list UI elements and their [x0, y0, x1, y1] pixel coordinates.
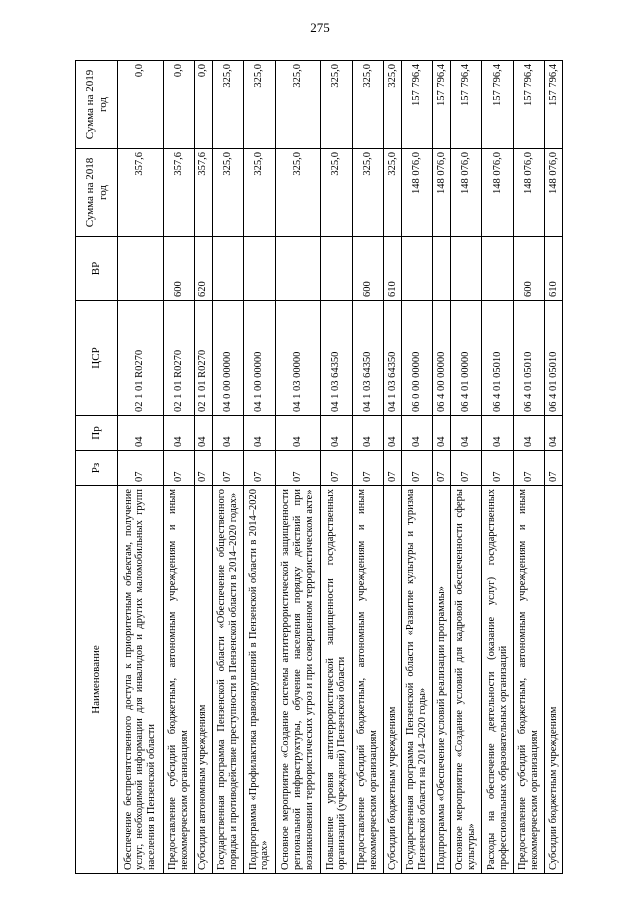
- cell-vr: [244, 237, 276, 301]
- cell-csr: 06 0 00 00000: [401, 301, 433, 416]
- cell-sum-2018: 148 076,0: [482, 149, 514, 237]
- cell-rz: 07: [513, 451, 545, 486]
- cell-csr: 06 4 01 05010: [545, 301, 563, 416]
- cell-sum-2018: 325,0: [321, 149, 353, 237]
- cell-csr: 06 4 01 00000: [450, 301, 482, 416]
- cell-rz: 07: [401, 451, 433, 486]
- header-name: Наименование: [76, 486, 118, 874]
- cell-csr: 02 1 01 R0270: [118, 301, 164, 416]
- cell-name: Предоставление субсидий бюджетным, автономным учреждениям и иным некоммерческим организациям: [513, 486, 545, 874]
- cell-rz: 07: [275, 451, 321, 486]
- cell-pr: 04: [384, 416, 402, 451]
- cell-csr: 06 4 01 05010: [513, 301, 545, 416]
- table-row: [244, 61, 276, 874]
- cell-rz: 07: [244, 451, 276, 486]
- cell-csr: 04 1 03 00000: [275, 301, 321, 416]
- header-vr: ВР: [76, 237, 118, 301]
- cell-sum-2019: 325,0: [212, 61, 244, 149]
- cell-pr: 04: [401, 416, 433, 451]
- table-row: [212, 61, 244, 874]
- cell-csr: 02 1 01 R0270: [163, 301, 195, 416]
- cell-pr: 04: [545, 416, 563, 451]
- cell-vr: [321, 237, 353, 301]
- cell-sum-2018: 148 076,0: [433, 149, 451, 237]
- cell-name: Субсидии автономным учреждениям: [195, 486, 213, 874]
- cell-name: Основное мероприятие «Создание условий для кадровой обеспеченности сферы культуры»: [450, 486, 482, 874]
- cell-sum-2018: 148 076,0: [450, 149, 482, 237]
- cell-sum-2018: 357,6: [118, 149, 164, 237]
- table-row: [513, 61, 545, 874]
- table-header-row: [76, 61, 118, 874]
- header-csr: ЦСР: [76, 301, 118, 416]
- cell-vr: 600: [513, 237, 545, 301]
- cell-rz: 07: [163, 451, 195, 486]
- table-row: [163, 61, 195, 874]
- cell-rz: 07: [118, 451, 164, 486]
- cell-sum-2019: 0,0: [118, 61, 164, 149]
- cell-sum-2019: 0,0: [163, 61, 195, 149]
- cell-sum-2018: 148 076,0: [545, 149, 563, 237]
- cell-rz: 07: [545, 451, 563, 486]
- cell-name: Подпрограмма «Обеспечение условий реализации программы»: [433, 486, 451, 874]
- table-row: [352, 61, 384, 874]
- cell-csr: 04 1 03 64350: [384, 301, 402, 416]
- cell-pr: 04: [275, 416, 321, 451]
- cell-pr: 04: [482, 416, 514, 451]
- table-row: [482, 61, 514, 874]
- cell-pr: 04: [513, 416, 545, 451]
- cell-sum-2019: 325,0: [275, 61, 321, 149]
- cell-vr: [482, 237, 514, 301]
- table-row: [118, 61, 164, 874]
- cell-sum-2018: 357,6: [195, 149, 213, 237]
- cell-name: Предоставление субсидий бюджетным, автономным учреждениям и иным некоммерческим организациям: [163, 486, 195, 874]
- cell-sum-2018: 325,0: [244, 149, 276, 237]
- cell-vr: 610: [545, 237, 563, 301]
- rotated-page-content: [75, 61, 563, 874]
- cell-sum-2018: 148 076,0: [513, 149, 545, 237]
- cell-sum-2019: 157 796,4: [450, 61, 482, 149]
- cell-name: Основное мероприятие «Создание системы антитеррористической защищенности региональной инфраструктуры, обучение населения порядку действий при возникновении террористических угроз и при совершенном террористическом акте»: [275, 486, 321, 874]
- cell-rz: 07: [195, 451, 213, 486]
- cell-sum-2019: 325,0: [352, 61, 384, 149]
- cell-rz: 07: [352, 451, 384, 486]
- table-row: [275, 61, 321, 874]
- cell-csr: 04 1 00 00000: [244, 301, 276, 416]
- budget-table: [75, 60, 563, 874]
- cell-sum-2018: 325,0: [275, 149, 321, 237]
- header-sum-2019: Сумма на 2019 год: [76, 61, 118, 149]
- cell-sum-2019: 157 796,4: [513, 61, 545, 149]
- page-number: 275: [310, 20, 330, 35]
- cell-csr: 04 1 03 64350: [321, 301, 353, 416]
- cell-rz: 07: [384, 451, 402, 486]
- cell-pr: 04: [321, 416, 353, 451]
- cell-vr: 620: [195, 237, 213, 301]
- cell-pr: 04: [244, 416, 276, 451]
- cell-csr: 04 0 00 00000: [212, 301, 244, 416]
- cell-vr: [212, 237, 244, 301]
- cell-pr: 04: [352, 416, 384, 451]
- cell-csr: 06 4 00 00000: [433, 301, 451, 416]
- cell-vr: [401, 237, 433, 301]
- cell-sum-2018: 148 076,0: [401, 149, 433, 237]
- cell-sum-2019: 157 796,4: [482, 61, 514, 149]
- cell-csr: 06 4 01 05010: [482, 301, 514, 416]
- cell-vr: [118, 237, 164, 301]
- budget-table-frame: [75, 61, 563, 874]
- cell-pr: 04: [212, 416, 244, 451]
- header-rz: Рз: [76, 451, 118, 486]
- header-pr: Пр: [76, 416, 118, 451]
- cell-vr: 600: [352, 237, 384, 301]
- cell-sum-2018: 325,0: [212, 149, 244, 237]
- header-sum-2018: Сумма на 2018 год: [76, 149, 118, 237]
- cell-sum-2019: 325,0: [321, 61, 353, 149]
- cell-pr: 04: [195, 416, 213, 451]
- table-row: [401, 61, 433, 874]
- table-row: [450, 61, 482, 874]
- cell-sum-2019: 325,0: [384, 61, 402, 149]
- table-row: [384, 61, 402, 874]
- cell-pr: 04: [163, 416, 195, 451]
- table-row: [321, 61, 353, 874]
- cell-vr: [450, 237, 482, 301]
- cell-pr: 04: [433, 416, 451, 451]
- cell-name: Расходы на обеспечение деятельности (оказание услуг) государственных профессиональных образовательных организаций: [482, 486, 514, 874]
- cell-name: Повышение уровня антитеррористической защищенности государственных организаций (учреждений) Пензенской области: [321, 486, 353, 874]
- cell-name: Субсидии бюджетным учреждениям: [384, 486, 402, 874]
- cell-sum-2019: 157 796,4: [401, 61, 433, 149]
- cell-rz: 07: [450, 451, 482, 486]
- cell-csr: 04 1 03 64350: [352, 301, 384, 416]
- cell-rz: 07: [433, 451, 451, 486]
- cell-rz: 07: [482, 451, 514, 486]
- cell-rz: 07: [321, 451, 353, 486]
- cell-name: Государственная программа Пензенской области «Развитие культуры и туризма Пензенской области на 2014–2020 годы»: [401, 486, 433, 874]
- cell-name: Субсидии бюджетным учреждениям: [545, 486, 563, 874]
- table-row: [195, 61, 213, 874]
- cell-pr: 04: [450, 416, 482, 451]
- cell-pr: 04: [118, 416, 164, 451]
- cell-sum-2018: 325,0: [352, 149, 384, 237]
- cell-sum-2019: 0,0: [195, 61, 213, 149]
- cell-sum-2018: 325,0: [384, 149, 402, 237]
- table-row: [545, 61, 563, 874]
- cell-name: Обеспечение беспрепятственного доступа к приоритетным объектам, получение услуг, необходимой информации для инвалидов и других маломобильных групп населения в Пензенской области: [118, 486, 164, 874]
- cell-vr: 600: [163, 237, 195, 301]
- cell-sum-2019: 157 796,4: [545, 61, 563, 149]
- cell-name: Подпрограмма «Профилактика правонарушений в Пензенской области в 2014–2020 годах»: [244, 486, 276, 874]
- cell-sum-2019: 325,0: [244, 61, 276, 149]
- cell-sum-2019: 157 796,4: [433, 61, 451, 149]
- cell-name: Предоставление субсидий бюджетным, автономным учреждениям и иным некоммерческим организациям: [352, 486, 384, 874]
- cell-name: Государственная программа Пензенской области «Обеспечение общественного порядка и противодействие преступности в Пензенской области в 2014–2020 годах»: [212, 486, 244, 874]
- cell-vr: [433, 237, 451, 301]
- cell-csr: 02 1 01 R0270: [195, 301, 213, 416]
- cell-vr: [275, 237, 321, 301]
- cell-rz: 07: [212, 451, 244, 486]
- table-row: [433, 61, 451, 874]
- cell-vr: 610: [384, 237, 402, 301]
- cell-sum-2018: 357,6: [163, 149, 195, 237]
